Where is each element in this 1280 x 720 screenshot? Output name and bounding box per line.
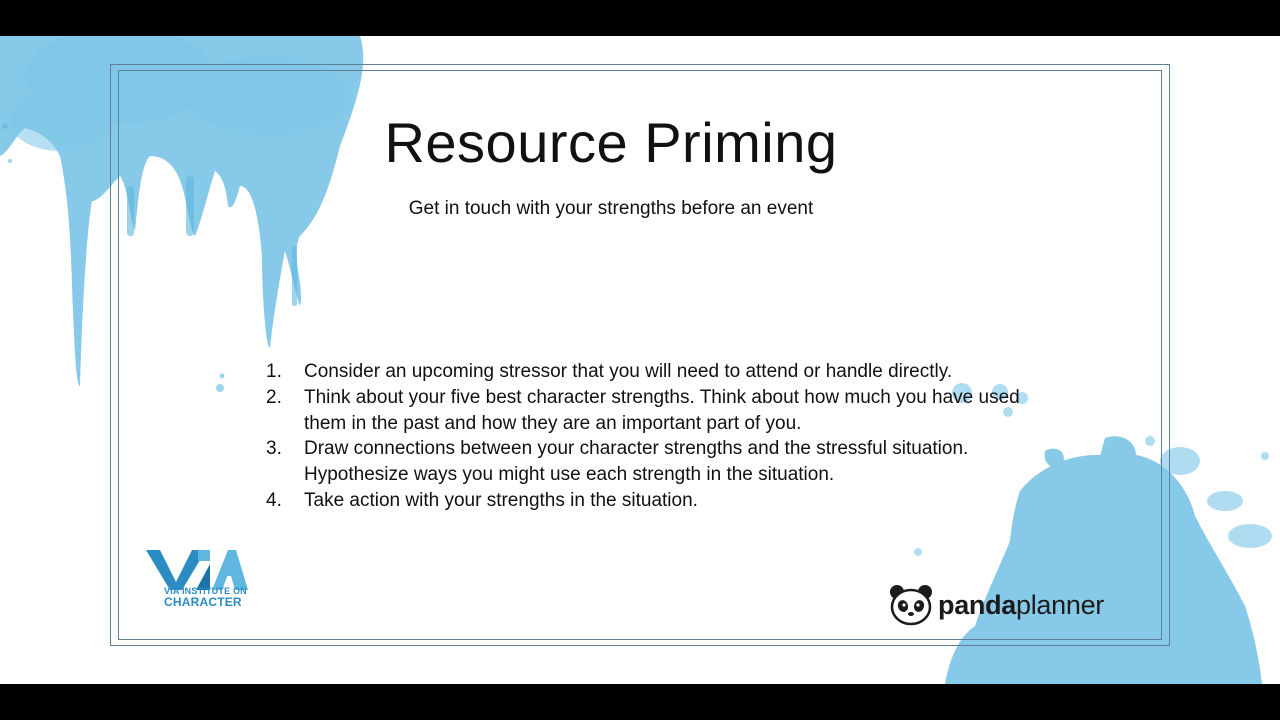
step-text: Draw connections between your character strengths and the stressful situation. Hypothesize ways you might use each strength in the situation. [304, 438, 969, 486]
panda-face-icon [888, 584, 934, 626]
list-item [266, 488, 1046, 514]
slide-title: Resource Priming [384, 111, 838, 174]
slide [0, 36, 1280, 684]
via-logo-line1: VIA INSTITUTE ON [164, 586, 247, 596]
step-text: Consider an upcoming stressor that you will need to attend or handle directly. [304, 361, 953, 382]
slide-subtitle: Get in touch with your strengths before an event [408, 198, 814, 219]
via-logo-caption [164, 587, 247, 608]
wordmark-bold: panda [938, 589, 1017, 620]
panda-planner-wordmark [938, 590, 1104, 621]
step-number: 1. [266, 361, 282, 382]
step-number: 4. [266, 489, 282, 511]
via-logo-line2: CHARACTER [164, 595, 242, 609]
step-number: 2. [266, 386, 282, 408]
via-logo-icon [146, 550, 248, 590]
step-text: Think about your five best character strengths. Think about how much you have used them in the past and how they are an important part of you. [304, 386, 1020, 434]
panda-planner-logo [888, 584, 1104, 626]
wordmark-light: planner [1016, 589, 1104, 620]
list-item [266, 359, 1046, 385]
step-number: 3. [266, 438, 282, 460]
steps-list [266, 359, 1046, 514]
list-item [266, 436, 1046, 488]
step-text: Take action with your strengths in the situation. [304, 489, 698, 511]
list-item [266, 385, 1046, 437]
